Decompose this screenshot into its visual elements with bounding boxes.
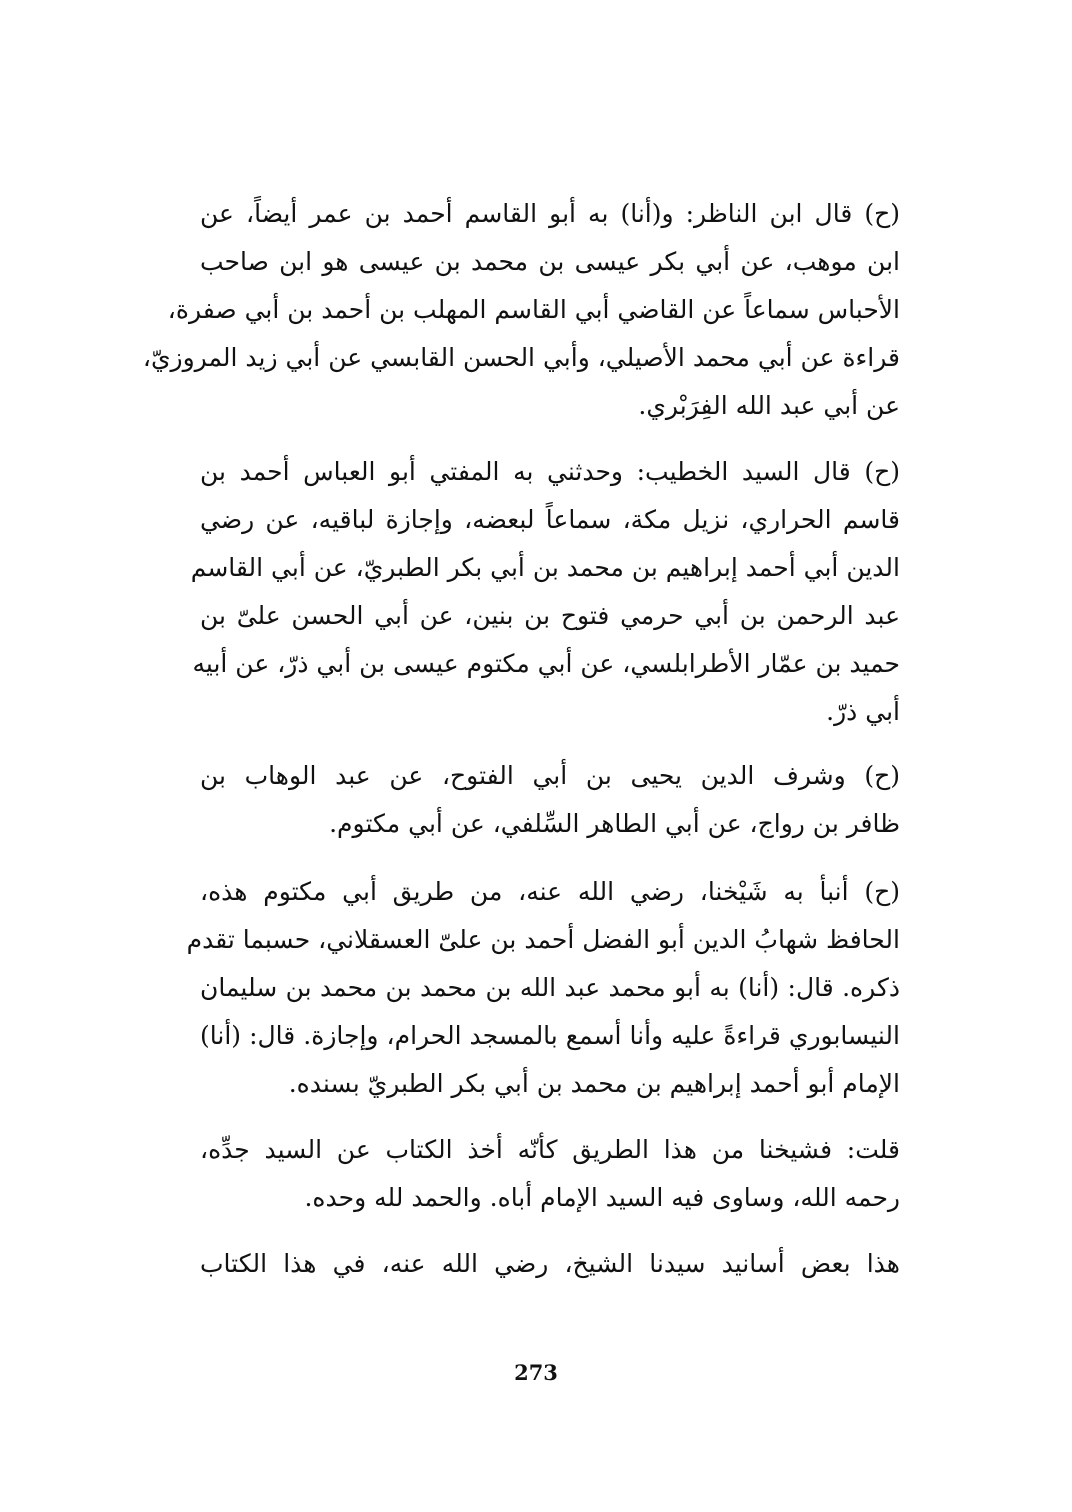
paragraph-line: عن أبي عبد الله الفِرَبْري. [638, 391, 900, 420]
paragraph-line: الحافظ شهابُ الدين أبو الفضل أحمد بن علىّ العسقلاني، حسبما تقدم [186, 925, 900, 954]
paragraph-1 [142, 190, 900, 430]
paragraph-line: قلت: فشيخنا من هذا الطريق كأنّه أخذ الكتاب عن السيد جدِّه، [200, 1135, 900, 1164]
paragraph-line: قاسم الحراري، نزيل مكة، سماعاً لبعضه، وإجازة لباقيه، عن رضي [200, 505, 900, 534]
paragraph-2 [190, 448, 900, 736]
paragraph-line: (ح) أنبأ به شَيْخنا، رضي الله عنه، من طريق أبي مكتوم هذه، [200, 877, 900, 906]
paragraph-5 [200, 1126, 900, 1222]
paragraph-line: الأحباس سماعاً عن القاضي أبي القاسم المهلب بن أحمد بن أبي صفرة، [167, 295, 900, 324]
paragraph-line: أبي ذرّ. [826, 697, 900, 726]
paragraph-line: ابن موهب، عن أبي بكر عيسى بن محمد بن عيسى هو ابن صاحب [200, 247, 900, 276]
paragraph-line: حميد بن عمّار الأطرابلسي، عن أبي مكتوم عيسى بن أبي ذرّ، عن أبيه [192, 649, 900, 678]
paragraph-line: الدين أبي أحمد إبراهيم بن محمد بن أبي بكر الطبريّ، عن أبي القاسم [190, 553, 900, 582]
paragraph-line: هذا بعض أسانيد سيدنا الشيخ، رضي الله عنه، في هذا الكتاب [200, 1249, 900, 1278]
paragraph-6 [200, 1240, 900, 1288]
paragraph-4 [186, 868, 900, 1108]
paragraph-line: الإمام أبو أحمد إبراهيم بن محمد بن أبي بكر الطبريّ بسنده. [288, 1069, 900, 1098]
paragraph-line: عبد الرحمن بن أبي حرمي فتوح بن بنين، عن أبي الحسن علىّ بن [200, 601, 900, 630]
page-number: 273 [514, 1360, 558, 1385]
paragraph-line: قراءة عن أبي محمد الأصيلي، وأبي الحسن القابسي عن أبي زيد المروزيّ، [142, 343, 900, 372]
paragraph-line: رحمه الله، وساوى فيه السيد الإمام أباه. والحمد لله وحده. [304, 1183, 900, 1212]
paragraph-line: ذكره. قال: (أنا) به أبو محمد عبد الله بن محمد بن محمد بن سليمان [200, 973, 900, 1002]
paragraph-line: (ح) وشرف الدين يحيى بن أبي الفتوح، عن عبد الوهاب بن [200, 761, 900, 790]
paragraph-line: ظافر بن رواج، عن أبي الطاهر السِّلفي، عن أبي مكتوم. [329, 809, 900, 838]
paragraph-line: (ح) قال ابن الناظر: و(أنا) به أبو القاسم أحمد بن عمر أيضاً، عن [200, 199, 900, 228]
paragraph-line: النيسابوري قراءةً عليه وأنا أسمع بالمسجد الحرام، وإجازة. قال: (أنا) [200, 1021, 900, 1050]
paragraph-3 [200, 752, 900, 848]
paragraph-line: (ح) قال السيد الخطيب: وحدثني به المفتي أبو العباس أحمد بن [200, 457, 900, 486]
